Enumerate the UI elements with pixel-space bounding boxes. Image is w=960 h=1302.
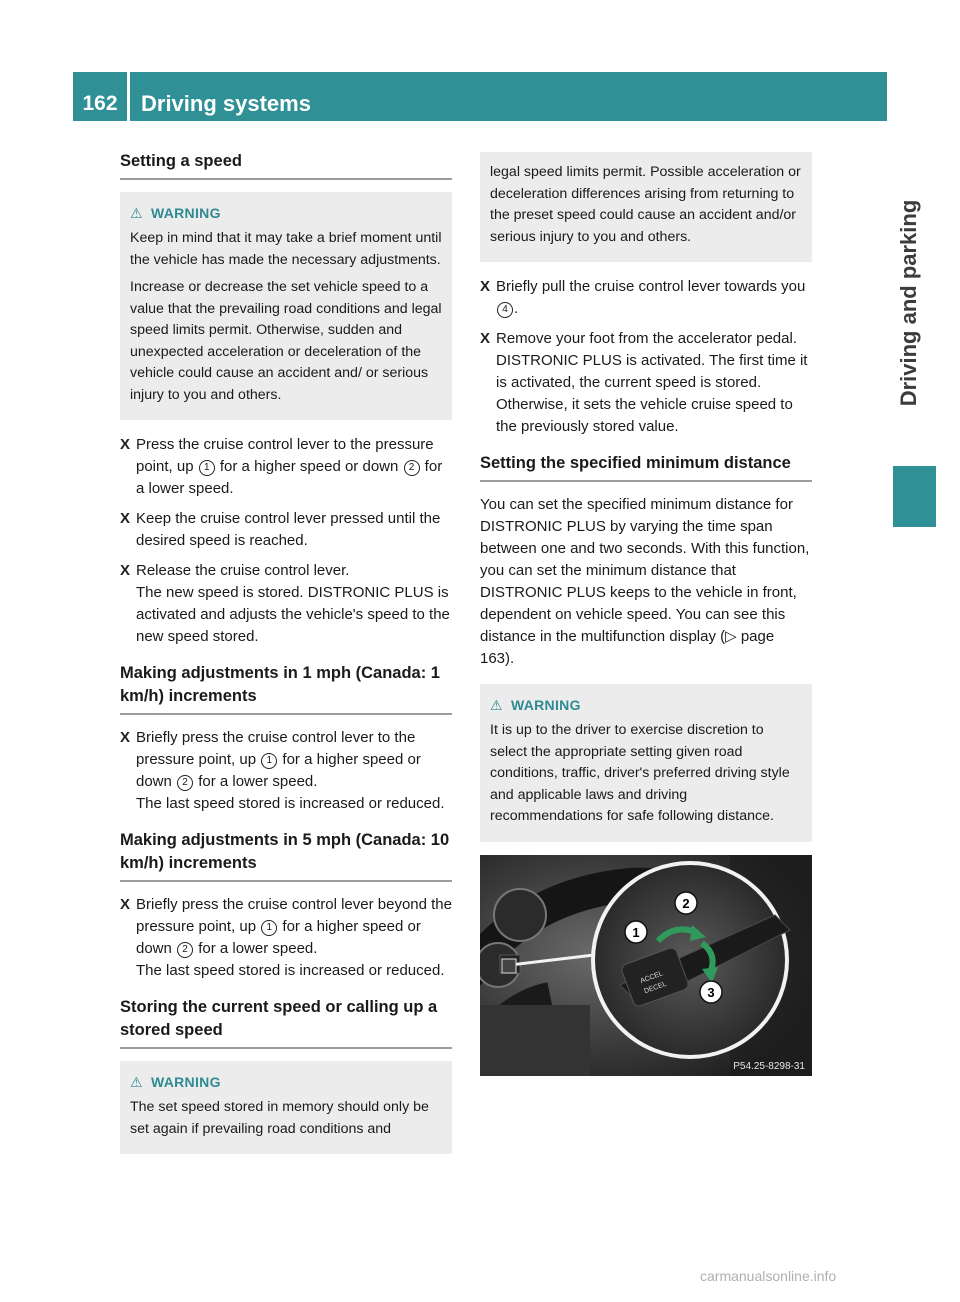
step-item bbox=[120, 727, 452, 815]
warning-triangle-icon: ⚠ bbox=[130, 205, 143, 221]
warning-box-2 bbox=[120, 1061, 452, 1154]
sidebar-section-label bbox=[893, 72, 960, 464]
footer-watermark: carmanualsonline.info bbox=[700, 1268, 837, 1284]
warning-text: Increase or decrease the set vehicle speed to a value that the prevailing road conditions and legal speed limits permit. Otherwise, sudden and unexpected acceleration or deceleration of the vehicle could cause an accident and/ or serious injury to you and others. bbox=[130, 279, 442, 403]
step-bullet-icon: X bbox=[120, 562, 131, 579]
step-item bbox=[120, 434, 452, 500]
step-result-text: The last speed stored is increased or reduced. bbox=[136, 962, 445, 979]
step-text: Briefly press the cruise control lever to the pressure point, up bbox=[136, 729, 416, 768]
step-result-text: The new speed is stored. DISTRONIC PLUS is activated and adjusts the vehicle's speed to the new speed stored. bbox=[136, 584, 450, 645]
cruise-control-lever-figure bbox=[480, 855, 812, 1076]
warning-text: Keep in mind that it may take a brief moment until the vehicle has made the necessary adjustments. bbox=[130, 230, 442, 268]
step-text: Release the cruise control lever. bbox=[136, 562, 350, 579]
warning-box-1 bbox=[120, 192, 452, 420]
marker-2-icon: 2 bbox=[177, 775, 193, 791]
step-item bbox=[480, 328, 812, 438]
figure-code: P54.25-8298-31 bbox=[733, 1061, 805, 1072]
warning-title-text: WARNING bbox=[151, 205, 221, 221]
step-bullet-icon: X bbox=[120, 510, 131, 527]
warning-title bbox=[130, 202, 442, 224]
step-item bbox=[120, 560, 452, 648]
heading-5mph: Making adjustments in 5 mph (Canada: 10 km/h) increments bbox=[120, 829, 452, 882]
step-item bbox=[120, 894, 452, 982]
right-column bbox=[480, 152, 812, 856]
heading-min-distance: Setting the specified minimum distance bbox=[480, 452, 812, 482]
step-text: Press the cruise control lever to the pressure point, up bbox=[136, 436, 434, 475]
warning-text: It is up to the driver to exercise discretion to select the appropriate setting given road conditions, traffic, driver's preferred driving style and applicable laws and driving recommendations for safe following distance. bbox=[490, 722, 790, 824]
step-text: Briefly pull the cruise control lever towards you bbox=[496, 278, 806, 295]
marker-2-icon: 2 bbox=[177, 942, 193, 958]
step-text: for a lower speed. bbox=[136, 458, 443, 497]
step-text: Keep the cruise control lever pressed until the desired speed is reached. bbox=[136, 510, 441, 549]
step-text: for a lower speed. bbox=[194, 773, 318, 790]
step-text: Briefly press the cruise control lever beyond the pressure point, up bbox=[136, 896, 452, 935]
warning-box-2-continued bbox=[480, 152, 812, 262]
heading-store-speed: Storing the current speed or calling up a stored speed bbox=[120, 996, 452, 1049]
step-text: for a lower speed. bbox=[194, 940, 318, 957]
warning-text: The set speed stored in memory should only be set again if prevailing road conditions and bbox=[130, 1099, 429, 1137]
step-item bbox=[480, 276, 812, 320]
warning-text: legal speed limits permit. Possible acceleration or deceleration differences arising from returning to the preset speed could cause an accident and/or serious injury to you and others. bbox=[490, 164, 801, 245]
marker-1-icon: 1 bbox=[261, 753, 277, 769]
sidebar-label-text: Driving and parking bbox=[896, 199, 921, 407]
step-result-text: The last speed stored is increased or reduced. bbox=[136, 795, 445, 812]
figure-marker-2: 2 bbox=[682, 896, 690, 911]
distance-paragraph bbox=[480, 494, 812, 670]
warning-triangle-icon: ⚠ bbox=[490, 697, 503, 713]
warning-triangle-icon: ⚠ bbox=[130, 1074, 143, 1090]
warning-title-text: WARNING bbox=[511, 697, 581, 713]
page-ref-arrow-icon: ▷ bbox=[725, 628, 741, 645]
warning-title bbox=[490, 694, 802, 716]
step-item bbox=[120, 508, 452, 552]
header-divider bbox=[127, 72, 130, 121]
marker-4-icon: 4 bbox=[497, 302, 513, 318]
step-bullet-icon: X bbox=[120, 729, 131, 746]
heading-setting-speed: Setting a speed bbox=[120, 150, 452, 180]
step-bullet-icon: X bbox=[120, 896, 131, 913]
figure-marker-1: 1 bbox=[632, 925, 640, 940]
step-text: . bbox=[514, 300, 519, 317]
chapter-title: Driving systems bbox=[141, 91, 311, 116]
warning-box-3 bbox=[480, 684, 812, 842]
step-text: for a higher speed or down bbox=[136, 751, 421, 790]
left-column bbox=[120, 150, 452, 1168]
warning-title-text: WARNING bbox=[151, 1074, 221, 1090]
step-bullet-icon: X bbox=[480, 330, 491, 347]
figure-illustration bbox=[480, 855, 812, 1076]
lever-label-decel: DECEL bbox=[643, 980, 668, 996]
figure-marker-3: 3 bbox=[707, 985, 715, 1000]
step-bullet-icon: X bbox=[120, 436, 131, 453]
marker-1-icon: 1 bbox=[199, 460, 215, 476]
marker-1-icon: 1 bbox=[261, 920, 277, 936]
step-text: for a higher speed or down bbox=[136, 918, 421, 957]
page-reference-link[interactable]: page 163 bbox=[480, 628, 775, 667]
step-bullet-icon: X bbox=[480, 278, 491, 295]
step-text: Remove your foot from the accelerator pedal. bbox=[496, 330, 797, 347]
step-result-text: DISTRONIC PLUS is activated. The first time it is activated, the current speed is stored. Otherwise, it sets the vehicle cruise speed to the previously stored value. bbox=[496, 352, 808, 435]
paragraph-text: ). bbox=[505, 650, 515, 667]
page-number: 162 bbox=[82, 92, 118, 115]
paragraph-text: You can set the specified minimum distance for DISTRONIC PLUS by varying the time span between one and two seconds. With this function, you can set the minimum distance that DISTRONIC PLUS keeps to the vehicle in front, dependent on vehicle speed. You can see this distance in the multifunction display ( bbox=[480, 496, 810, 645]
warning-title bbox=[130, 1071, 442, 1093]
marker-2-icon: 2 bbox=[404, 460, 420, 476]
lever-label-accel: ACCEL bbox=[639, 970, 664, 985]
section-tab-marker bbox=[893, 466, 936, 527]
heading-1mph: Making adjustments in 1 mph (Canada: 1 km/h) increments bbox=[120, 662, 452, 715]
step-text: for a higher speed or down bbox=[215, 458, 403, 475]
